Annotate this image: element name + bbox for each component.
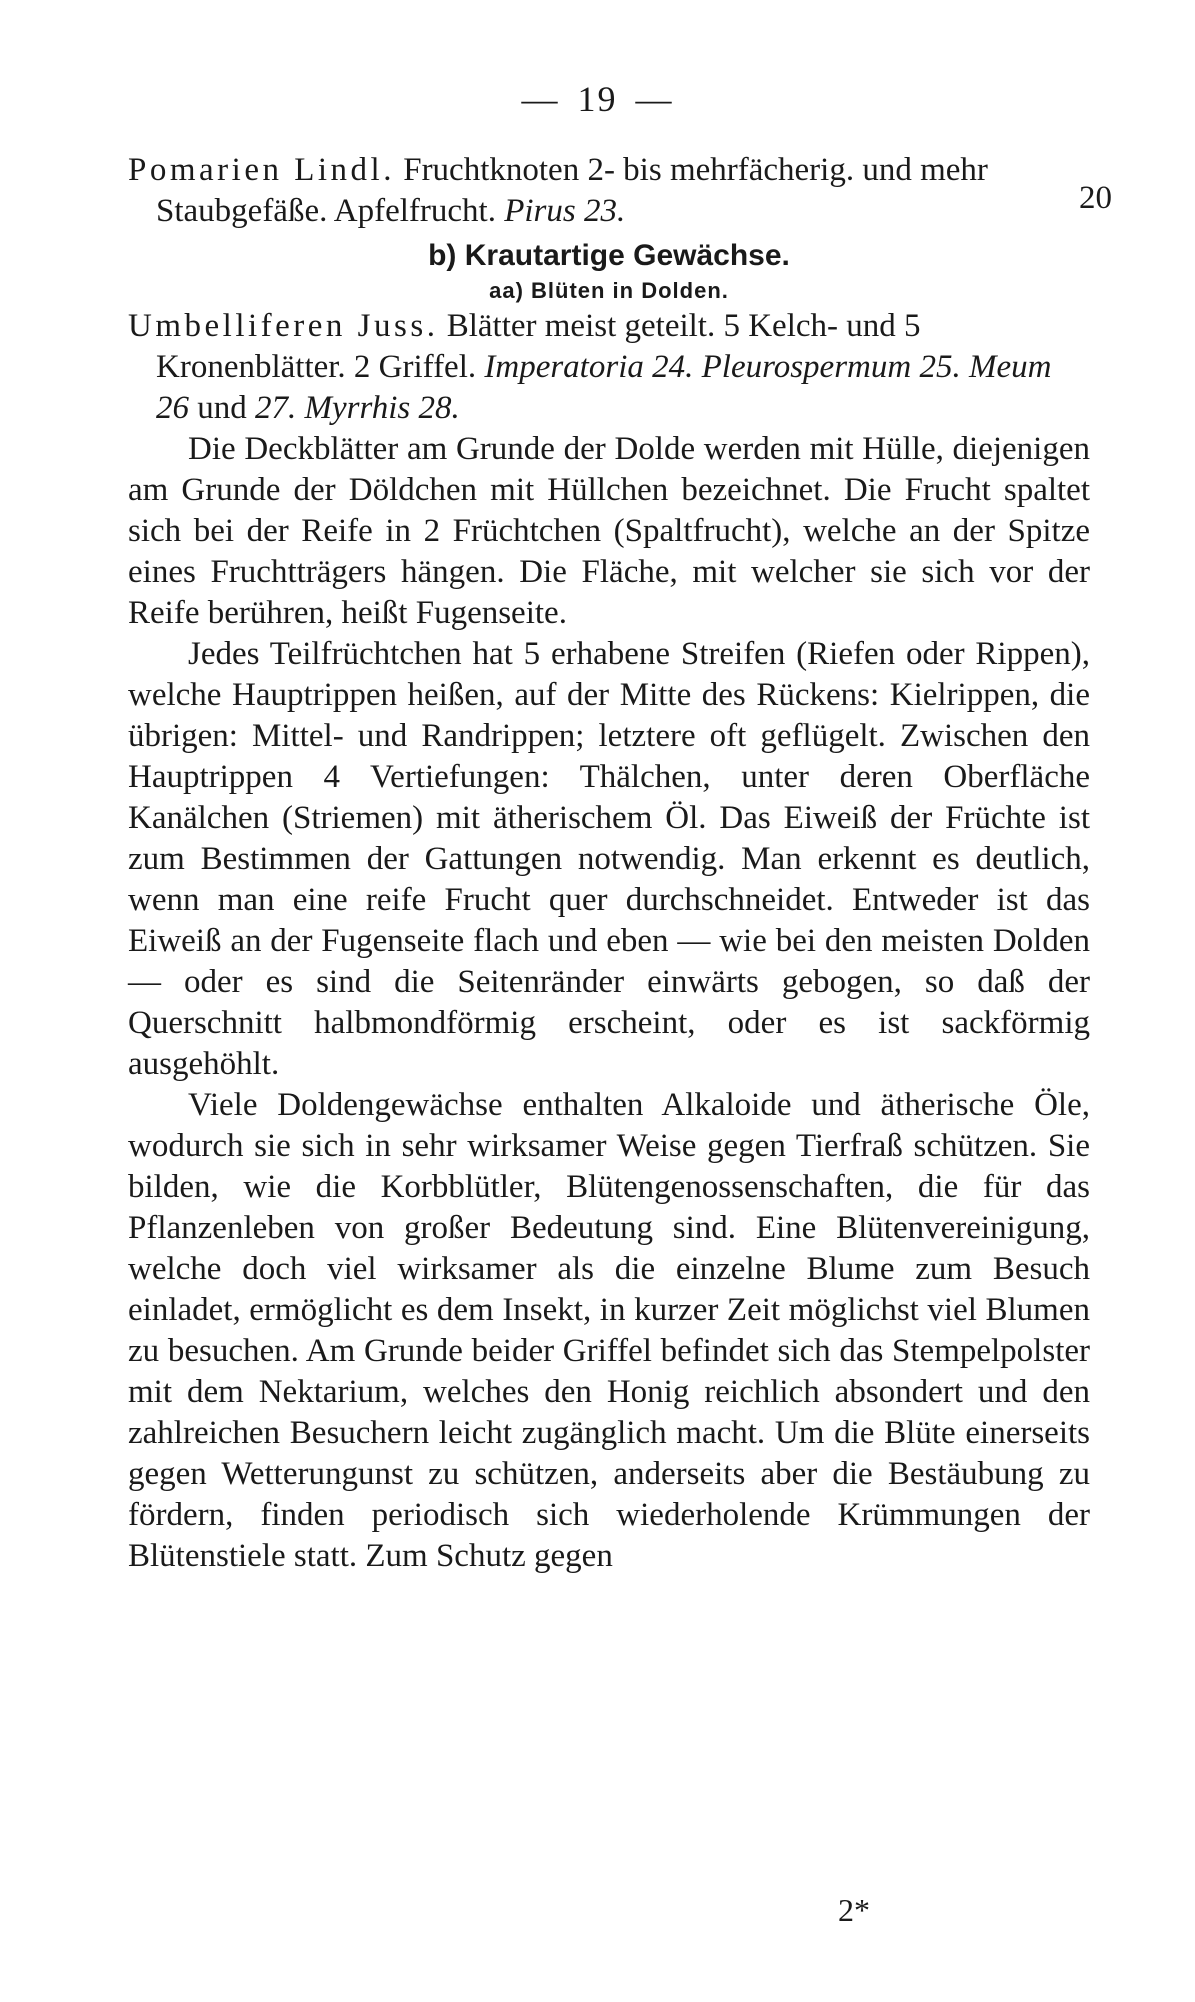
genus-pirus: Pirus 23. xyxy=(504,193,626,229)
genus-meum: Meum 26 xyxy=(156,349,1052,426)
family-name-umbelliferen: Umbelliferen Juss. xyxy=(128,308,439,344)
page-number-line xyxy=(0,78,1195,120)
family-name-pomarien: Pomarien Lindl. xyxy=(128,152,395,188)
page-number: 19 xyxy=(577,79,618,119)
dash-right: — xyxy=(635,79,674,119)
genus-meum-27: 27. xyxy=(255,390,297,426)
genus-myrrhis: Myrrhis 28. xyxy=(304,390,460,426)
genus-imperatoria: Imperatoria 24. xyxy=(484,349,694,385)
subsection-heading-aa: aa) Blüten in Dolden. xyxy=(489,278,729,303)
signature-mark: 2* xyxy=(838,1892,870,1928)
genus-pleurospermum: Pleurospermum 25. xyxy=(701,349,961,385)
section-heading-b: b) Krautartige Gewächse. xyxy=(428,239,790,272)
paragraph-1: Die Deckblätter am Grunde der Dolde werden mit Hülle, diejenigen am Grunde der Döldchen mit Hüllchen bezeichnet. Die Frucht spaltet sich bei der Reife in 2 Früchtchen (Spaltfrucht), welche an der Spitze eines Fruchtträgers hängen. Die Fläche, mit welcher sie sich vor der Reife berühren, heißt Fugenseite. xyxy=(128,431,1090,631)
paragraph-2: Jedes Teilfrüchtchen hat 5 erhabene Streifen (Riefen oder Rippen), welche Hauptrippen heißen, auf der Mitte des Rückens: Kielrippen, die übrigen: Mittel- und Randrippen; letztere oft geflügelt. Zwischen den Hauptrippen 4 Vertiefungen: Thälchen, unter deren Oberfläche Kanälchen (Striemen) mit ätherischem Öl. Das Eiweiß der Früchte ist zum Bestimmen der Gattungen notwendig. Man erkennt es deutlich, wenn man eine reife Frucht quer durchschneidet. Entweder ist das Eiweiß an der Fugenseite flach und eben — wie bei den meisten Dolden — oder es sind die Seitenränder einwärts gebogen, so daß der Querschnitt halbmondförmig erscheint, oder es ist sackförmig ausgehöhlt. xyxy=(128,636,1090,1082)
entry-pomarien xyxy=(128,150,1112,232)
entry-text-umbelliferen: Blätter meist geteilt. 5 Kelch- und 5 Kronenblätter. 2 Griffel. xyxy=(156,308,921,385)
paragraph-3: Viele Doldengewächse enthalten Alkaloide und ätherische Öle, wodurch sie sich in sehr wirksamer Weise gegen Tierfraß schützen. Sie bilden, wie die Korbblütler, Blütengenossenschaften, die für das Pflanzenleben von großer Bedeutung sind. Eine Blütenvereinigung, welche doch viel wirksamer als die einzelne Blume zum Besuch einladet, ermöglicht es dem Insekt, in kurzer Zeit möglichst viel Blumen zu besuchen. Am Grunde beider Griffel befindet sich das Stempelpolster mit dem Nektarium, welches den Honig reichlich absondert und den zahlreichen Besuchern leicht zugänglich macht. Um die Blüte einerseits gegen Wetterungunst zu schützen, anderseits aber die Bestäubung zu fördern, finden periodisch sich wiederholende Krümmungen der Blütenstiele statt. Zum Schutz gegen xyxy=(128,1087,1090,1574)
body-text xyxy=(128,150,1112,1577)
dash-left: — xyxy=(521,79,560,119)
margin-number: 20 xyxy=(1079,180,1112,216)
conjunction-und: und xyxy=(189,390,255,426)
entry-umbelliferen xyxy=(128,306,1090,429)
entry-text-pomarien: Fruchtknoten 2- bis mehrfächerig. und mehr Staubgefäße. Apfelfrucht. xyxy=(156,152,988,229)
